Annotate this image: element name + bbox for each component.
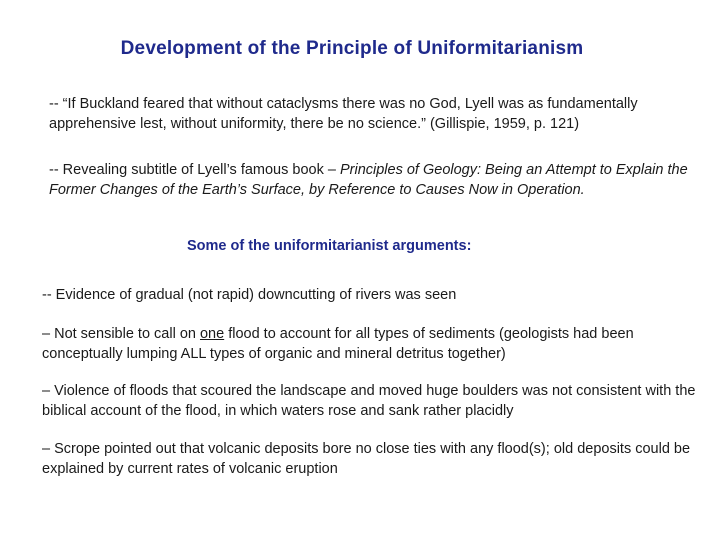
subtitle-note-prefix: -- Revealing subtitle of Lyell’s famous book – [49,162,340,178]
book-title: Principles of Geology: Being an Attempt to Explain the Former Changes of the Earth’s Surface, by Reference to Causes Now in Operation. [49,162,688,198]
argument-item: – Scrope pointed out that volcanic deposits bore no close ties with any flood(s); old deposits could be explained by current rates of volcanic eruption [42,441,691,477]
argument-item: – Violence of floods that scoured the landscape and moved huge boulders was not consistent with the biblical account of the flood, in which waters rose and sank rather placidly [42,383,696,419]
slide-title: Development of the Principle of Uniformitarianism [120,38,584,59]
argument-item [42,325,710,364]
section-heading: Some of the uniformitarianist arguments: [187,238,472,254]
gillispie-quote: -- “If Buckland feared that without cataclysms there was no God, Lyell was as fundamentally apprehensive lest, without uniformity, there be no science.” (Gillispie, 1959, p. 121) [49,96,638,132]
argument-text: flood to account for all types of sediments (geologists had been conceptually lumping ALL types of organic and mineral detritus together) [42,326,634,362]
lyell-subtitle-note [49,161,689,200]
argument-text: – Not sensible to call on [42,326,200,342]
argument-item: -- Evidence of gradual (not rapid) downcutting of rivers was seen [42,287,457,303]
underlined-word: one [199,326,225,342]
